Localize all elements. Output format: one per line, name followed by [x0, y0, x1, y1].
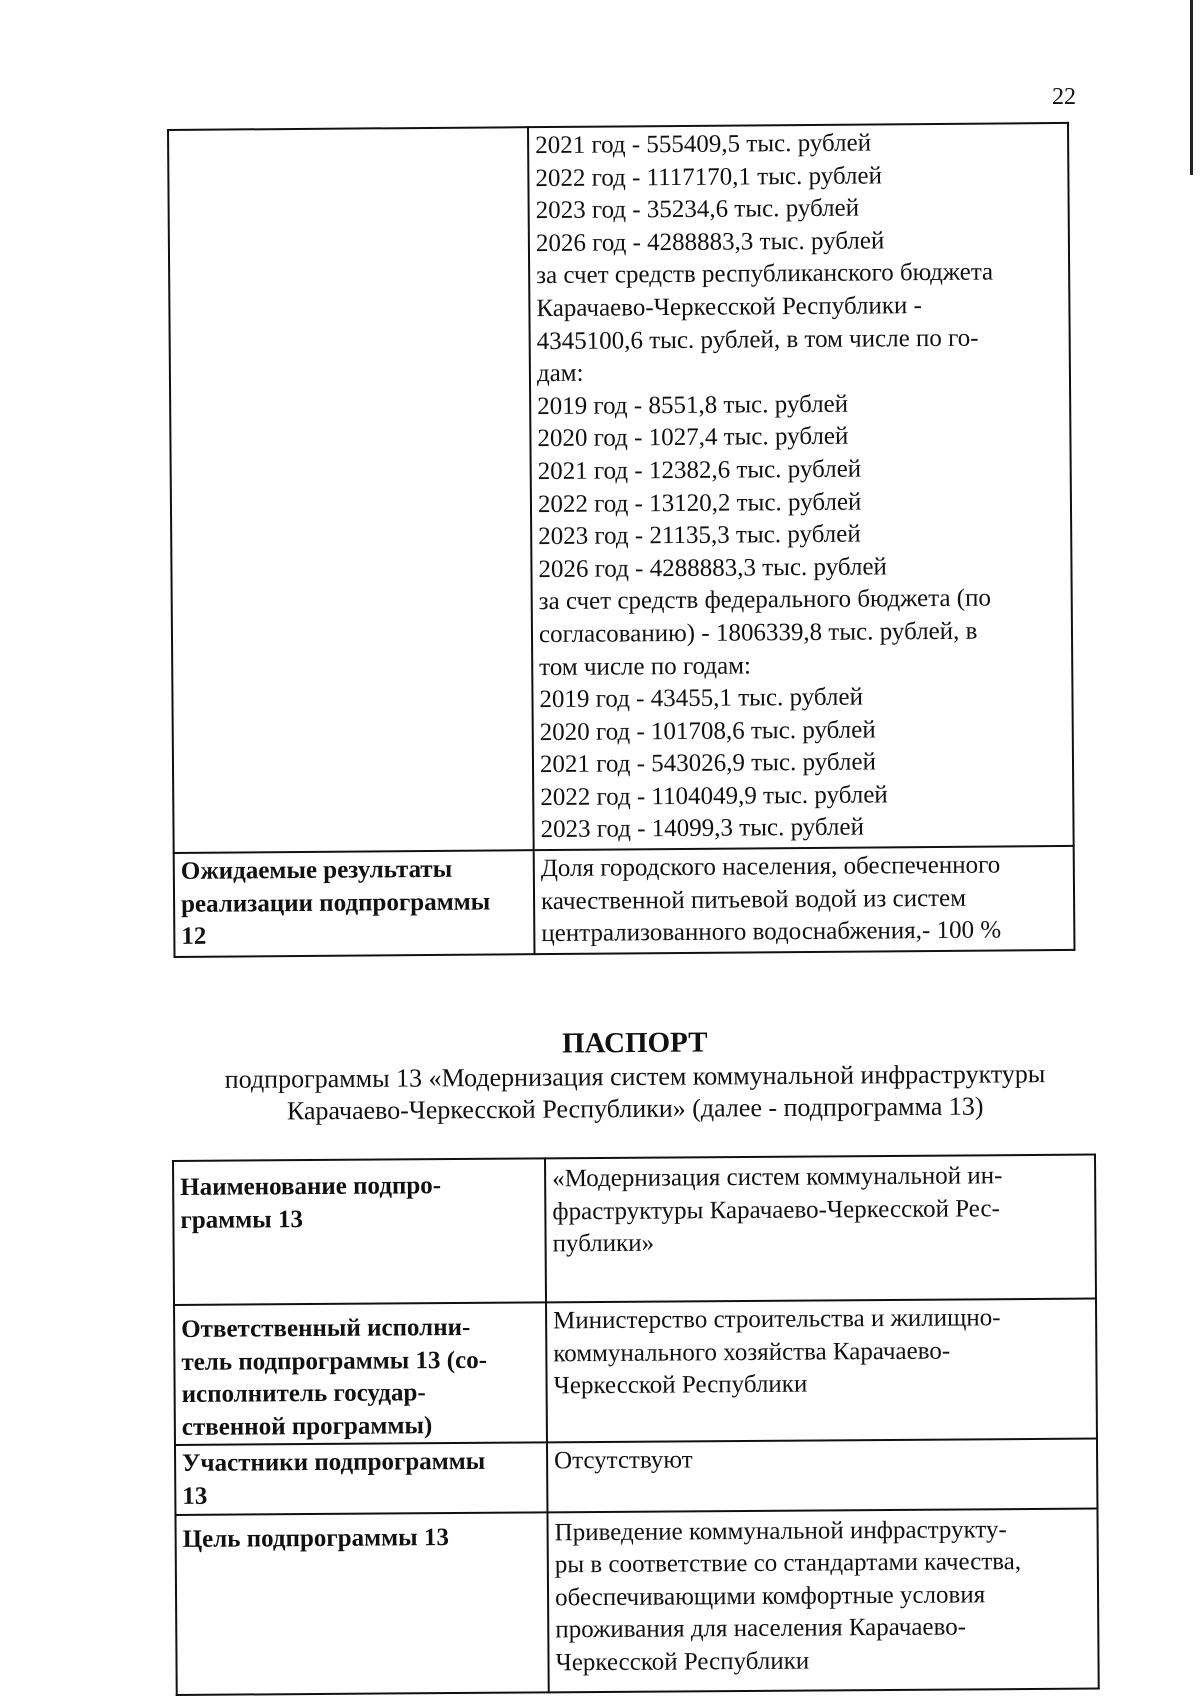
funding-line: 2022 год - 1104049,9 тыс. рублей	[540, 781, 888, 811]
funding-line: том числе по годам:	[539, 651, 752, 681]
funding-line: 2019 год - 43455,1 тыс. рублей	[539, 683, 864, 714]
funding-value-cell	[528, 123, 1074, 850]
funding-line: 4345100,6 тыс. рублей, в том числе по го-	[536, 324, 979, 355]
passport-value-cell	[547, 1508, 1098, 1692]
results-label-line: Ожидаемые результаты	[180, 855, 453, 885]
passport-value-line: публики»	[552, 1229, 655, 1258]
passport-value-cell	[546, 1299, 1097, 1443]
funding-row	[168, 123, 1074, 853]
passport-label-line: 13	[182, 1482, 208, 1510]
passport-value-line: коммунального хозяйства Карачаево-	[553, 1337, 951, 1367]
passport-label-line: тель подпрограммы 13 (со-	[181, 1346, 488, 1376]
funding-line: 2021 год - 543026,9 тыс. рублей	[539, 748, 877, 779]
funding-line: 2026 год - 4288883,3 тыс. рублей	[538, 553, 887, 583]
funding-line: согласованию) - 1806339,8 тыс. рублей, в	[538, 617, 978, 648]
passport-row-goal	[175, 1508, 1098, 1694]
passport-label-line: исполнитель государ-	[181, 1379, 426, 1409]
passport-value-line: Министерство строительства и жилищно-	[553, 1304, 1001, 1335]
passport-row-responsible	[174, 1299, 1097, 1446]
results-value-line: качественной питьевой водой из систем	[540, 884, 967, 915]
passport-label-cell	[175, 1512, 548, 1695]
scan-edge-line	[1190, 0, 1193, 175]
funding-line: 2023 год - 35234,6 тыс. рублей	[535, 194, 860, 225]
funding-line: 2022 год - 13120,2 тыс. рублей	[537, 488, 862, 518]
passport-value-line: Приведение коммунальной инфраструкту-	[554, 1515, 1007, 1546]
passport-value-line: «Модернизация систем коммунальной ин-	[552, 1162, 1003, 1193]
passport-label-line: ственной программы)	[181, 1411, 433, 1441]
funding-line: 2020 год - 101708,6 тыс. рублей	[539, 716, 876, 746]
passport-value-line: Черкесской Республики	[555, 1647, 810, 1677]
results-label-cell	[174, 850, 535, 957]
passport-label-line: Наименование подпро-	[180, 1172, 442, 1201]
passport-label-cell	[174, 1302, 547, 1445]
passport-value-line: фраструктуры Карачаево-Черкесской Рес-	[552, 1194, 1000, 1225]
funding-line: за счет средств федерального бюджета (по	[538, 584, 992, 616]
funding-line: 2023 год - 14099,3 тыс. рублей	[540, 814, 865, 844]
passport-title: ПАСПОРТ	[561, 1026, 708, 1060]
passport-subtitle-line: Карачаево-Черкесской Республики» (далее - подпрограмма 13)	[286, 1091, 984, 1126]
funding-line: 2023 год - 21135,3 тыс. рублей	[538, 520, 861, 551]
funding-line: 2019 год - 8551,8 тыс. рублей	[537, 390, 849, 420]
passport-label-line: Цель подпрограммы 13	[182, 1523, 449, 1553]
page-number: 22	[1052, 84, 1076, 110]
results-value-line: Доля городского населения, обеспеченного	[540, 851, 1001, 883]
passport-value-cell	[547, 1439, 1097, 1512]
passport-label-cell	[175, 1443, 547, 1515]
results-label-line: реализации подпрограммы	[180, 888, 491, 918]
passport-value-line: Отсутствуют	[554, 1446, 693, 1475]
funding-line: 2026 год - 4288883,3 тыс. рублей	[535, 227, 885, 257]
passport-label-line: граммы 13	[180, 1205, 304, 1234]
results-row	[174, 846, 1075, 957]
results-value-line: централизованного водоснабжения,- 100 %	[541, 916, 1002, 948]
passport-label-line: Ответственный исполни-	[181, 1313, 471, 1343]
passport-value-line: Черкесской Республики	[553, 1370, 808, 1400]
funding-line: Карачаево-Черкесской Республики -	[536, 292, 923, 323]
passport-row-name	[173, 1155, 1096, 1305]
results-label-line: 12	[181, 922, 207, 951]
passport-value-cell	[545, 1155, 1096, 1303]
funding-line: 2021 год - 12382,6 тыс. рублей	[537, 455, 862, 486]
passport-row-participants	[175, 1439, 1097, 1515]
funding-table	[167, 122, 1075, 958]
funding-line: 2021 год - 555409,5 тыс. рублей	[535, 129, 872, 160]
funding-line: 2022 год - 1117170,1 тыс. рублей	[535, 161, 883, 192]
funding-line: за счет средств республиканского бюджета	[536, 258, 994, 290]
funding-label-cell	[168, 127, 534, 853]
passport-subtitle-line: подпрограммы 13 «Модернизация систем коммунальной инфраструктуры	[224, 1059, 1046, 1094]
passport-label-cell	[173, 1158, 546, 1305]
passport-value-line: ры в соответствие со стандартами качества,	[554, 1548, 1022, 1579]
results-value-cell	[534, 846, 1075, 954]
funding-line: 2020 год - 1027,4 тыс. рублей	[537, 423, 849, 453]
passport-table	[172, 1154, 1100, 1696]
passport-value-line: обеспечивающими комфортные условия	[554, 1581, 986, 1612]
passport-value-line: проживания для населения Карачаево-	[555, 1613, 967, 1644]
passport-heading	[170, 1022, 1101, 1128]
passport-label-line: Участники подпрограммы	[182, 1448, 486, 1478]
funding-line: дам:	[536, 359, 584, 388]
